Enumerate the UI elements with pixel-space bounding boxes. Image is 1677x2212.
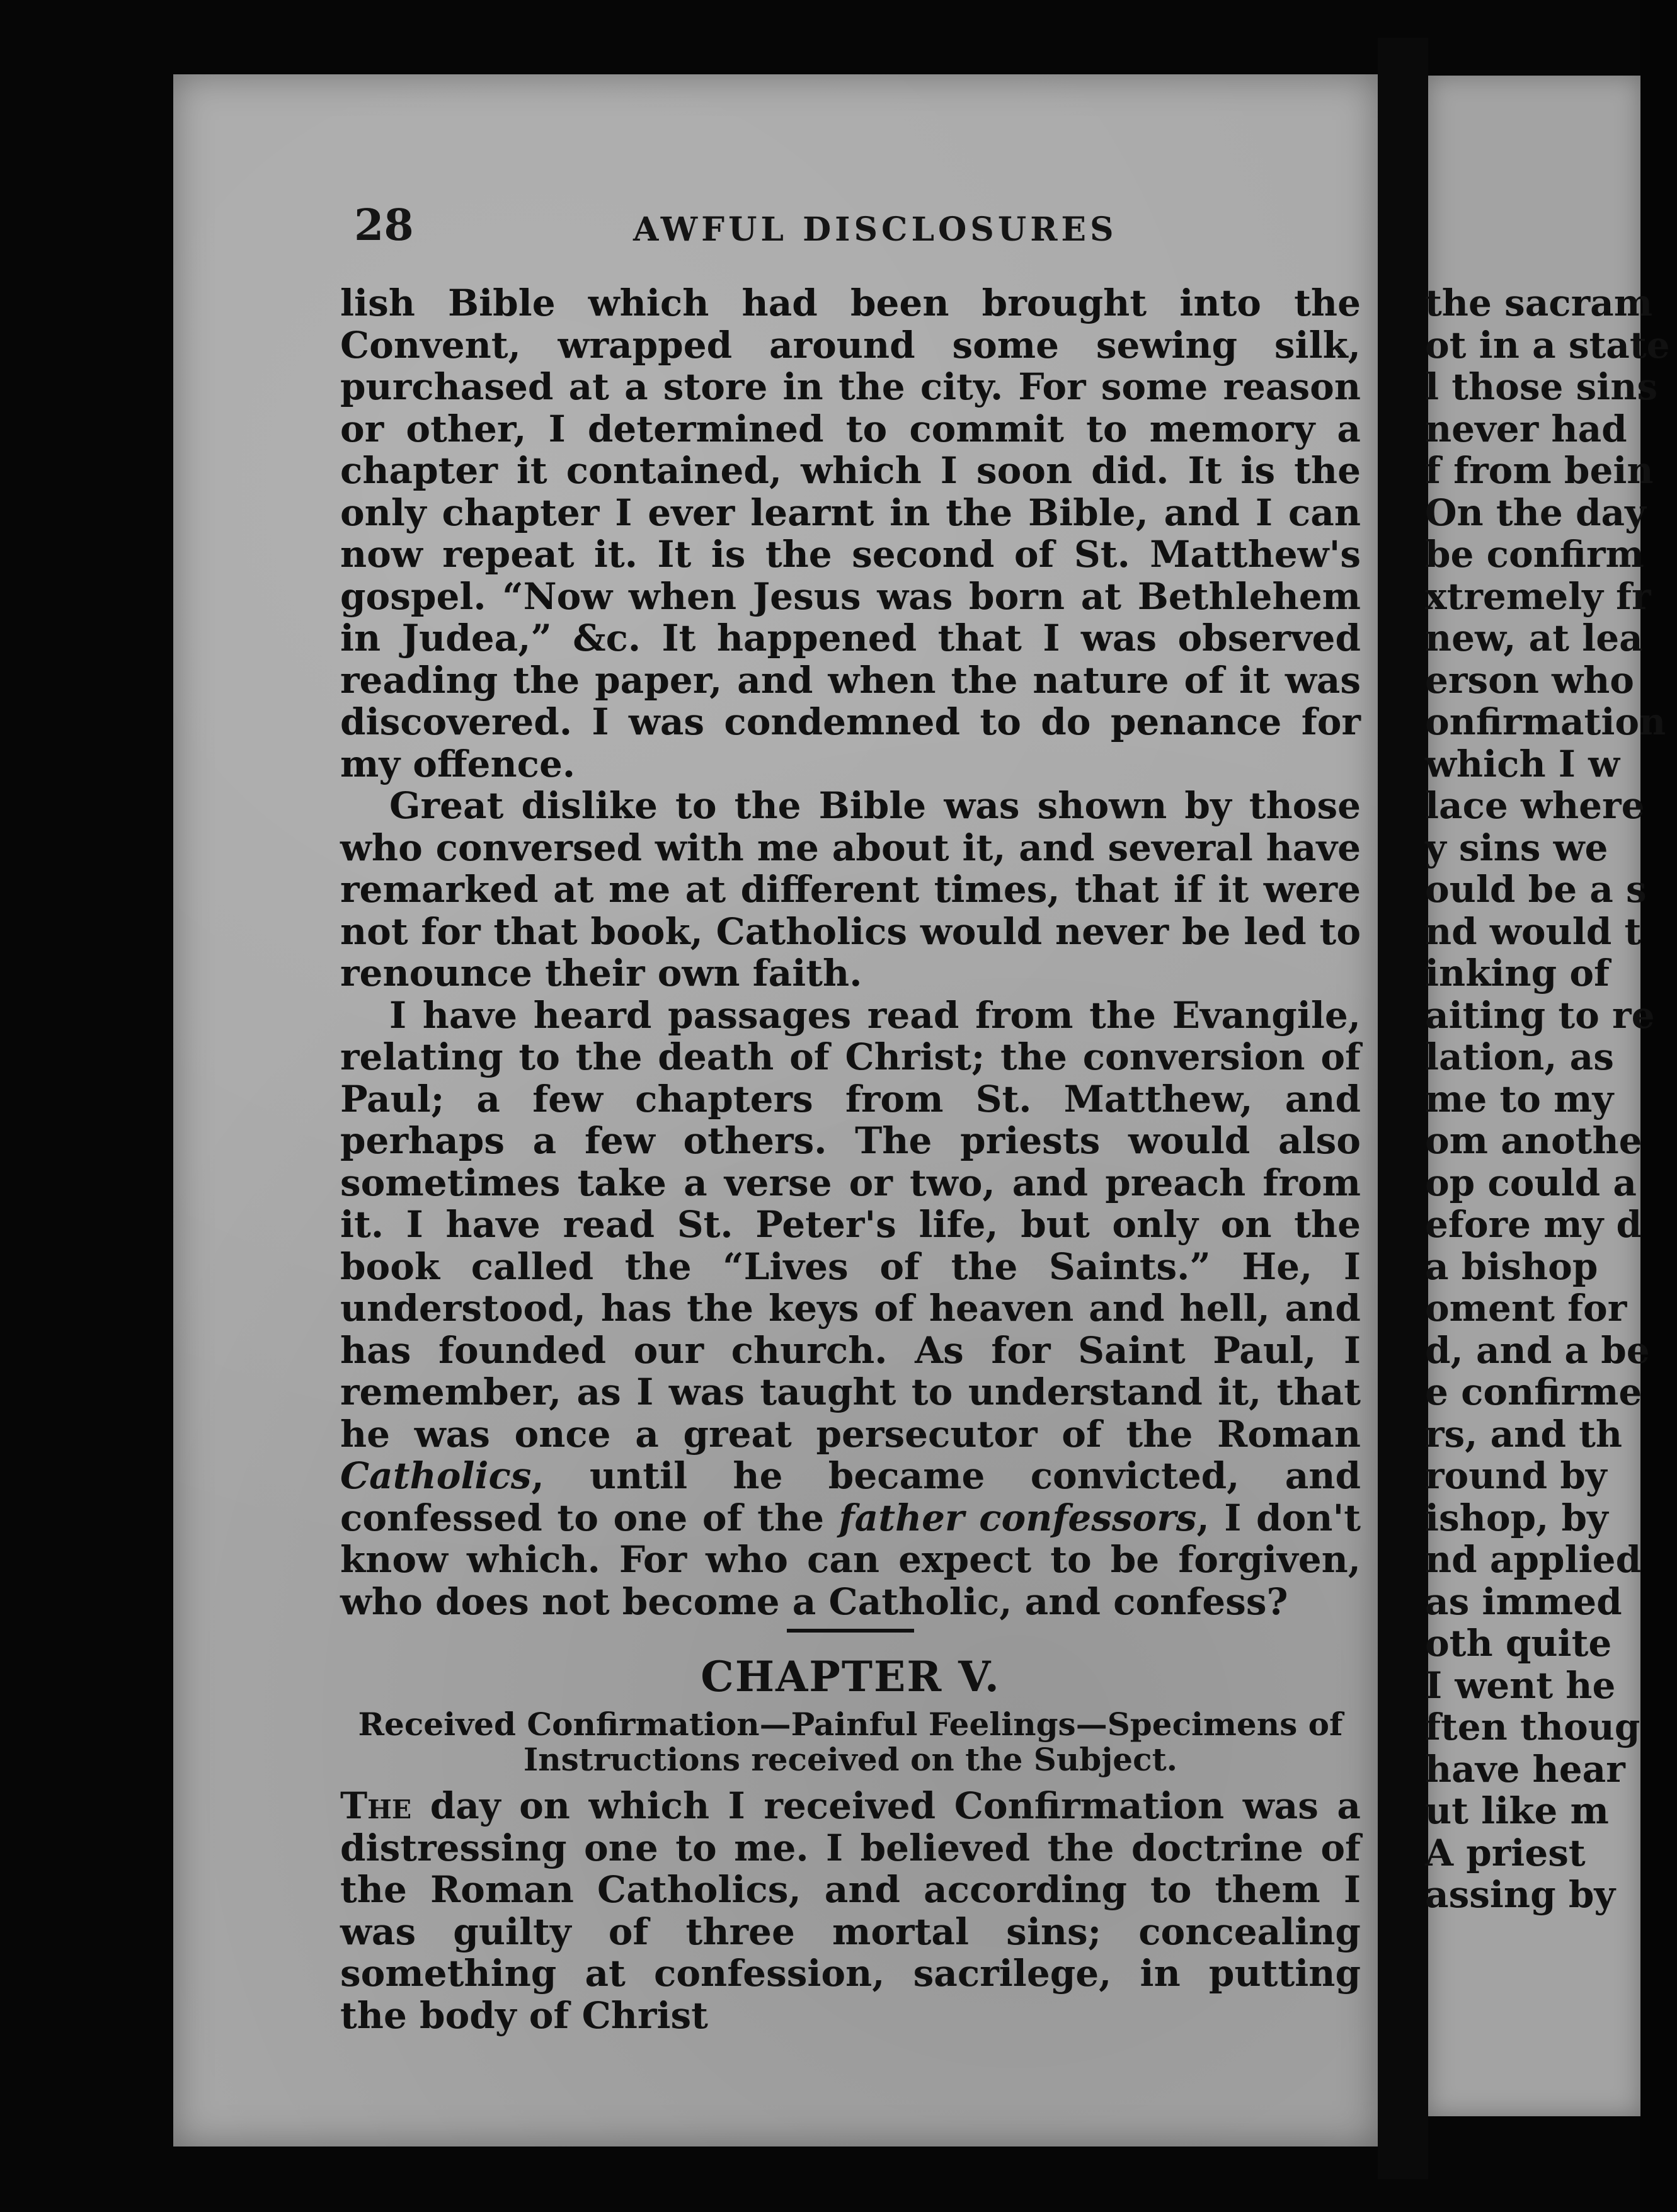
facing-page-line: lation, as xyxy=(1425,1035,1614,1078)
facing-page-line: me to my xyxy=(1425,1077,1614,1120)
paragraph-3-part-c: , until he became convicted, and confessed to one of the xyxy=(340,1454,1361,1539)
facing-page-line: never had xyxy=(1425,407,1627,450)
paragraph-1: lish Bible which had been brought into the Convent, wrapped around some sewing silk, purchased at a store in the city. For some reason or other, I determined to commit to memory a chapter it contained, which I soon did. It is the only chapter I ever learnt in the Bible, and I can now repeat it. It is the second of St. Matthew's gospel. “Now when Jesus was born at Bethlehem in Judea,” &c. It happened that I was observed reading the paper, and when the nature of it was discovered. I was condemned to do penance for my offence. xyxy=(340,282,1361,785)
facing-page-line: om anothe xyxy=(1425,1119,1642,1162)
facing-page-line: d, and a be xyxy=(1425,1328,1650,1372)
facing-page-line: new, at lea xyxy=(1425,617,1643,659)
chapter-divider-rule xyxy=(787,1629,914,1633)
facing-page-line: ut like m xyxy=(1425,1789,1609,1832)
facing-page-line: y sins we xyxy=(1425,826,1608,869)
facing-page-line: assing by xyxy=(1425,1873,1616,1916)
facing-page-line: e confirme xyxy=(1425,1371,1642,1413)
facing-page-line: as immed xyxy=(1425,1580,1622,1623)
page-number: 28 xyxy=(354,200,414,251)
paragraph-3-part-a: I have heard passages read from the Evangile, relating to the death of Christ; the conversion of Paul; a few chapters from St. Matthew, and perhaps a few others. The priests would also sometimes take a verse or two, and preach from it. I have read St. Peter's life, but only on the book called the “Lives of the Saints.” He, I understood, has the keys of heaven and hell, and has founded our church. As for Saint Paul, I remember, as I was taught to understand it, that he was once a great persecutor of the Roman xyxy=(340,993,1361,1456)
facing-page-line: f from bein xyxy=(1425,449,1654,492)
facing-page-line: A priest xyxy=(1425,1831,1586,1874)
facing-page-line: oment for xyxy=(1425,1287,1627,1330)
facing-page-line: I went he xyxy=(1425,1663,1616,1707)
facing-page-line: ot in a state xyxy=(1425,323,1670,367)
facing-page-line: be confirm xyxy=(1425,533,1644,576)
paragraph-2: Great dislike to the Bible was shown by those who conversed with me about it, and several have remarked at me at different times, that if it were not for that book, Catholics would never be led to renounce their own faith. xyxy=(340,784,1361,995)
chapter-opening-paragraph xyxy=(340,1785,1361,2036)
facing-page-line: op could a xyxy=(1425,1161,1637,1204)
chapter-opening-text: day on which I received Confirmation was a distressing one to me. I believed the doctrine of the Roman Catholics, and according to them I was guilty of three mortal sins; concealing something at confession, sacrilege, in putting the body of Christ xyxy=(340,1784,1361,2037)
facing-page-line: lace where xyxy=(1425,784,1645,827)
facing-page-line: ishop, by xyxy=(1425,1496,1608,1539)
book-gutter xyxy=(1378,38,1428,2179)
page-body xyxy=(340,282,1361,2036)
chapter-opening-word: The xyxy=(340,1784,412,1827)
facing-page-line: nd would t xyxy=(1425,909,1642,953)
facing-page-line: nd applied xyxy=(1425,1538,1642,1581)
facing-page-text xyxy=(1425,282,1677,1916)
facing-page-line: xtremely fr xyxy=(1425,574,1651,618)
facing-page-line: efore my d xyxy=(1425,1203,1642,1246)
facing-page-line: a bishop xyxy=(1425,1245,1598,1288)
running-title: AWFUL DISCLOSURES xyxy=(633,210,1118,249)
paragraph-3-part-e: , I don't know which. For who can expect to be forgiven, who does not become a Catholic, and confess? xyxy=(340,1496,1361,1623)
facing-page-line: l those sins xyxy=(1425,365,1658,408)
facing-page-line: inking of xyxy=(1425,952,1610,995)
facing-page-line: On the day xyxy=(1425,491,1646,534)
facing-page-line: erson who xyxy=(1425,658,1634,702)
facing-page-line: round by xyxy=(1425,1454,1607,1497)
facing-page-line: the sacram xyxy=(1425,282,1653,324)
facing-page-line: oth quite xyxy=(1425,1622,1612,1665)
paragraph-3-italic-catholics: Catholics xyxy=(340,1454,532,1497)
facing-page-line: aiting to re xyxy=(1425,993,1655,1037)
facing-page-line: which I w xyxy=(1425,742,1620,785)
facing-page-line: rs, and th xyxy=(1425,1412,1623,1456)
facing-page-line: onfirmation xyxy=(1425,700,1666,743)
paragraph-3 xyxy=(340,995,1361,1623)
paragraph-3-italic-father-confessors: father confessors xyxy=(838,1496,1197,1539)
chapter-title: CHAPTER V. xyxy=(701,1652,1000,1701)
facing-page-line: ften thoug xyxy=(1425,1706,1640,1748)
facing-page-line: have hear xyxy=(1425,1747,1625,1791)
facing-page-line: ould be a s xyxy=(1425,868,1647,911)
chapter-summary: Received Confirmation—Painful Feelings—Specimens of Instructions received on the Subject. xyxy=(358,1706,1343,1778)
